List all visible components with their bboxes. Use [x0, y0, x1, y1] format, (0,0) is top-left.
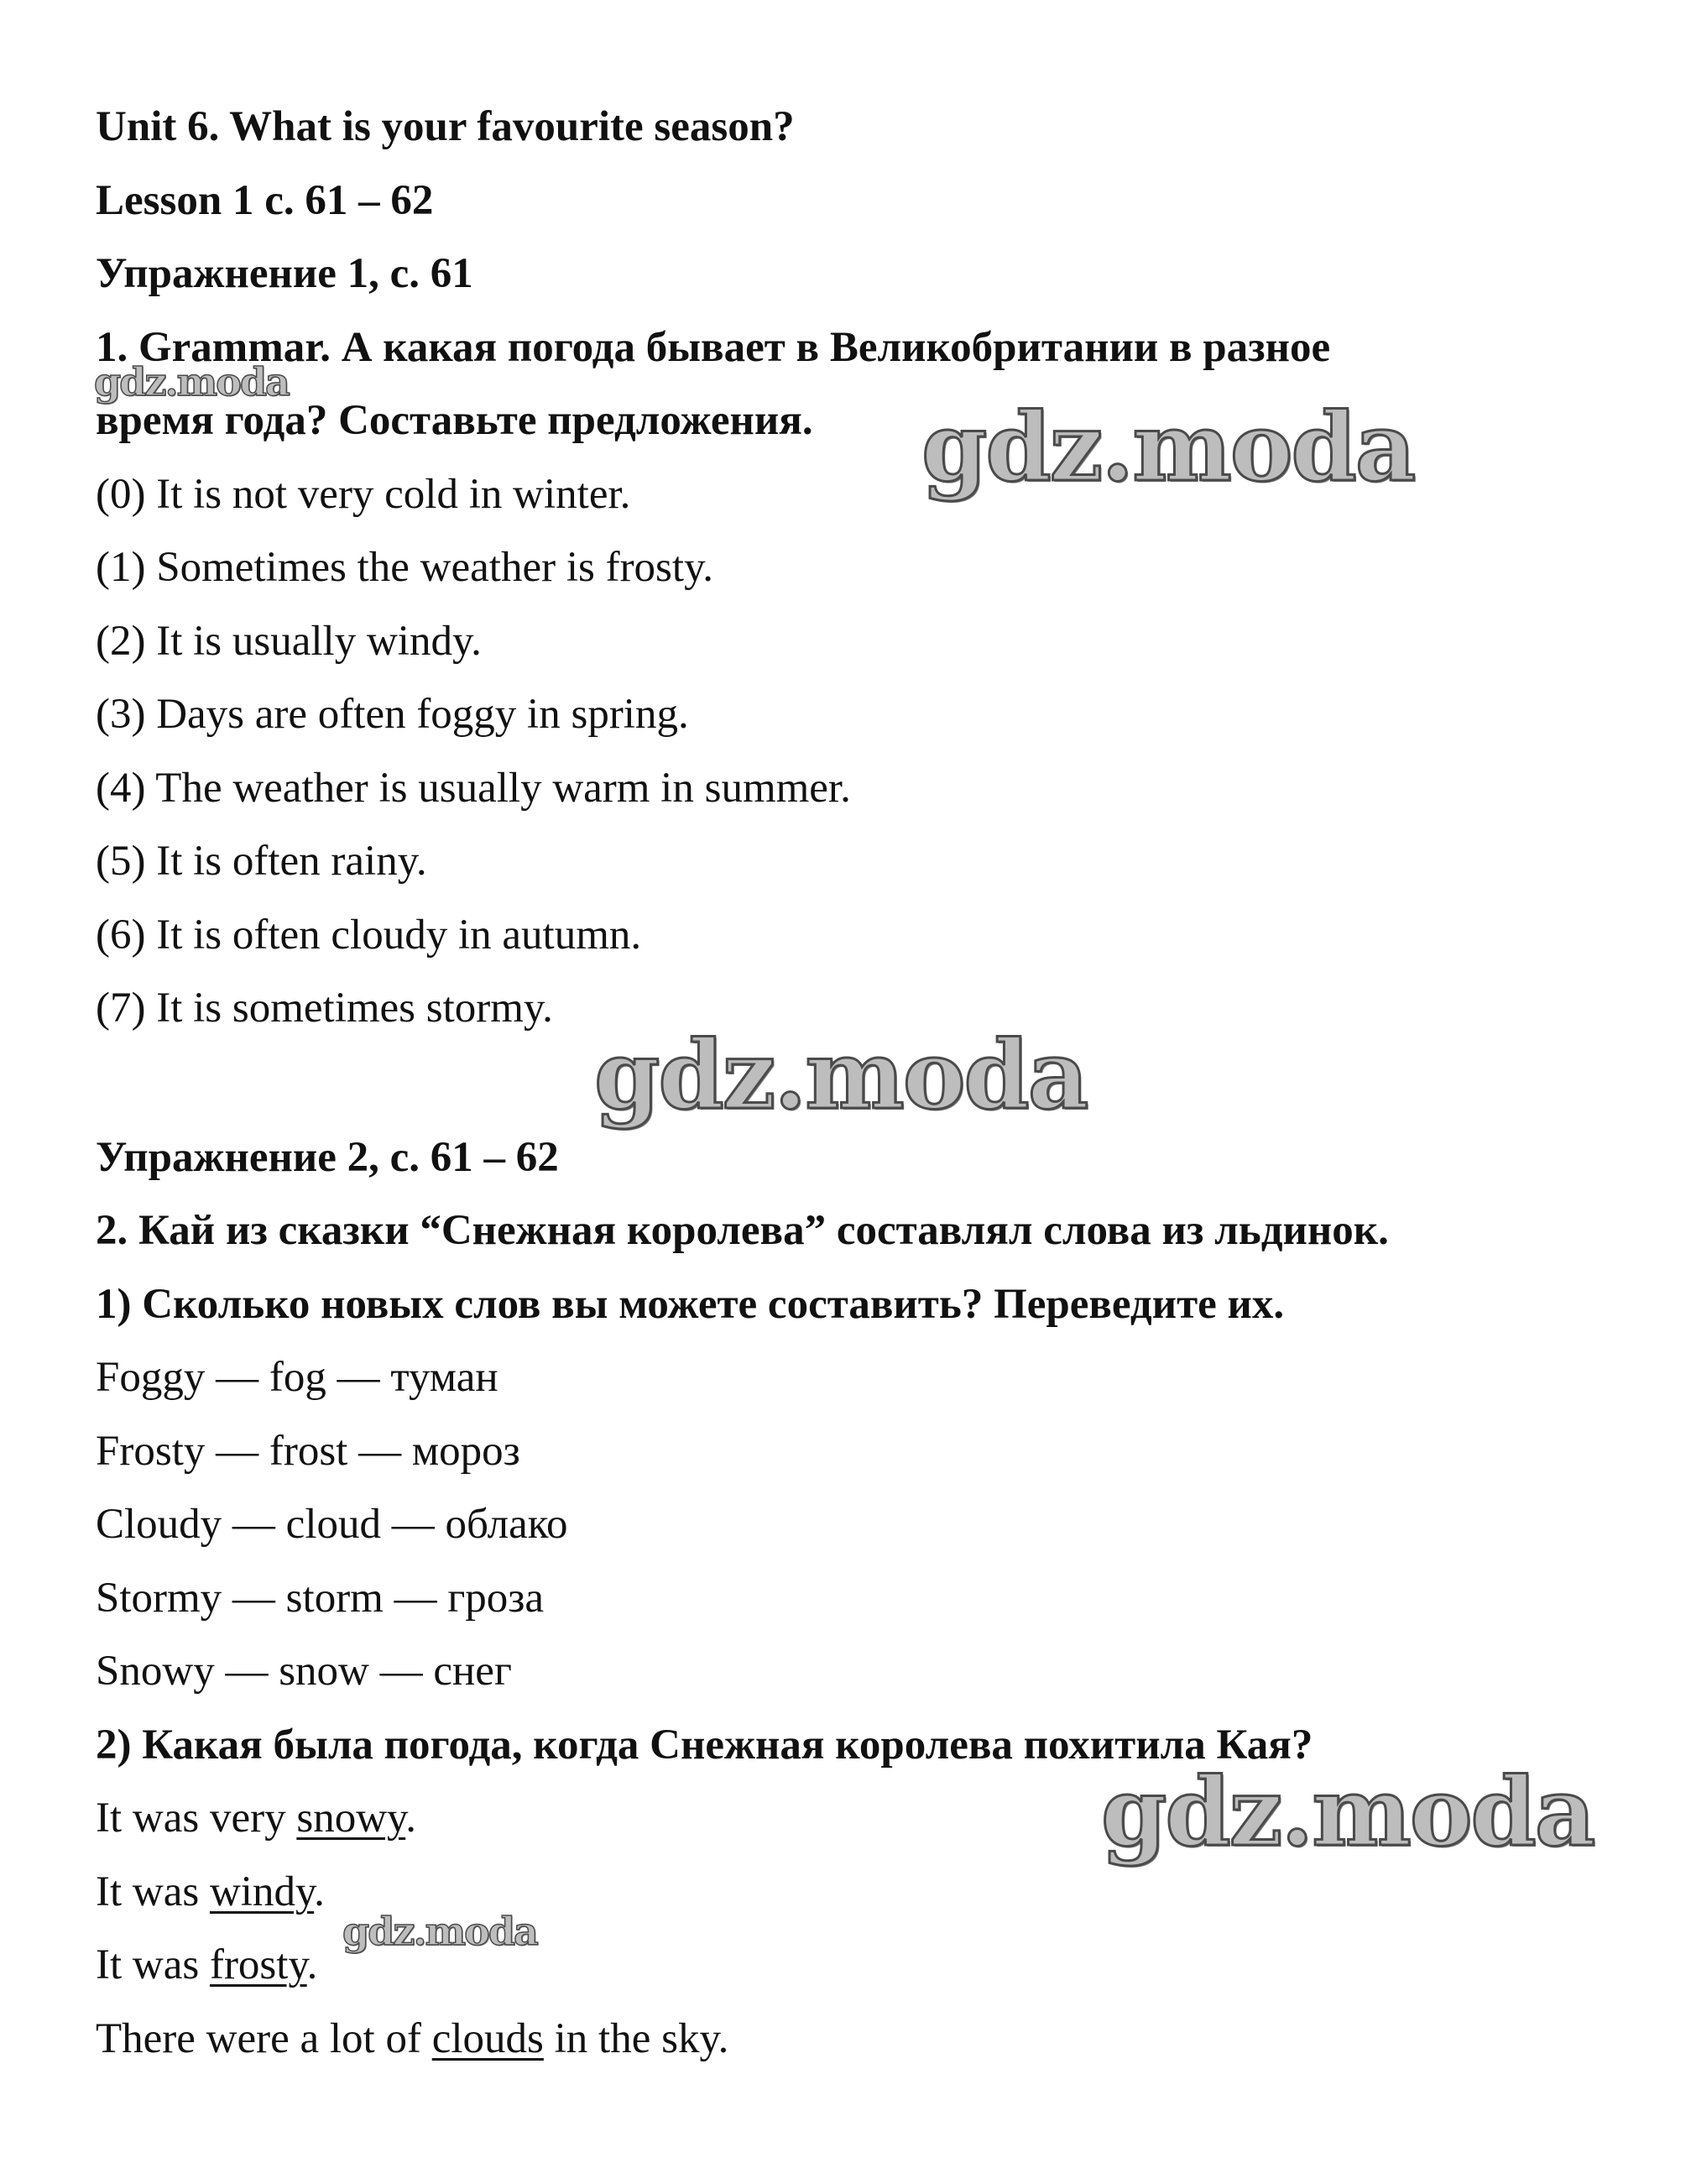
- sentence-start: It was: [96, 1941, 210, 1988]
- unit-title: Unit 6. What is your favourite season?: [96, 103, 795, 150]
- sentence-end: .: [314, 1868, 325, 1915]
- watermark-large: gdz.moda: [594, 1021, 1088, 1131]
- exercise1-answer: (2) It is usually windy.: [96, 617, 482, 665]
- exercise1-answer: (4) The weather is usually warm in summer.: [96, 764, 851, 812]
- word-row: Stormy — storm — гроза: [96, 1574, 545, 1622]
- exercise1-task-line1: 1. Grammar. А какая погода бывает в Великобритании в разное: [96, 323, 1331, 371]
- weather-sentence: [96, 2003, 1623, 2077]
- exercise2-part1-question: 1) Сколько новых слов вы можете составить? Переведите их.: [96, 1280, 1285, 1328]
- exercise1-answer: (3) Days are often foggy in spring.: [96, 691, 689, 738]
- underlined-word: clouds: [431, 2014, 544, 2062]
- watermark-small: gdz.moda: [94, 359, 289, 405]
- exercise1-task-line2: время года? Составьте предложения.: [96, 397, 813, 444]
- weather-sentence: [96, 1929, 1623, 2003]
- exercise2-heading: Упражнение 2, с. 61 – 62: [96, 1133, 559, 1181]
- watermark-large: gdz.moda: [921, 393, 1415, 503]
- sentence-end: .: [405, 1795, 416, 1842]
- exercise1-answer: (6) It is often cloudy in autumn.: [96, 911, 642, 959]
- word-row: Frosty — frost — мороз: [96, 1427, 520, 1475]
- word-row: Cloudy — cloud — облако: [96, 1501, 568, 1548]
- underlined-word: frosty: [209, 1941, 307, 1988]
- watermark-small: gdz.moda: [342, 1909, 537, 1954]
- exercise1-answer: (0) It is not very cold in winter.: [96, 470, 631, 518]
- exercise1-heading: Упражнение 1, с. 61: [96, 250, 473, 297]
- sentence-end: .: [306, 1941, 318, 1988]
- word-row: Foggy — fog — туман: [96, 1354, 498, 1401]
- word-row: Snowy — snow — снег: [96, 1648, 512, 1695]
- underlined-word: windy: [209, 1868, 315, 1915]
- watermark-large: gdz.moda: [1101, 1758, 1594, 1868]
- exercise1-answer: (1) Sometimes the weather is frosty.: [96, 544, 714, 591]
- exercise2-part2-question: 2) Какая была погода, когда Снежная королева похитила Кая?: [96, 1721, 1313, 1769]
- lesson-title: Lesson 1 с. 61 – 62: [96, 176, 434, 224]
- sentence-end: in the sky.: [543, 2014, 729, 2062]
- sentence-start: It was very: [96, 1795, 297, 1842]
- exercise2-task: 2. Кай из сказки “Снежная королева” составлял слова из льдинок.: [96, 1207, 1389, 1254]
- exercise1-answer: (7) It is sometimes stormy.: [96, 985, 553, 1032]
- sentence-start: It was: [96, 1868, 210, 1915]
- sentence-start: There were a lot of: [96, 2014, 432, 2062]
- exercise1-answer: (5) It is often rainy.: [96, 838, 427, 885]
- underlined-word: snowy: [296, 1795, 406, 1842]
